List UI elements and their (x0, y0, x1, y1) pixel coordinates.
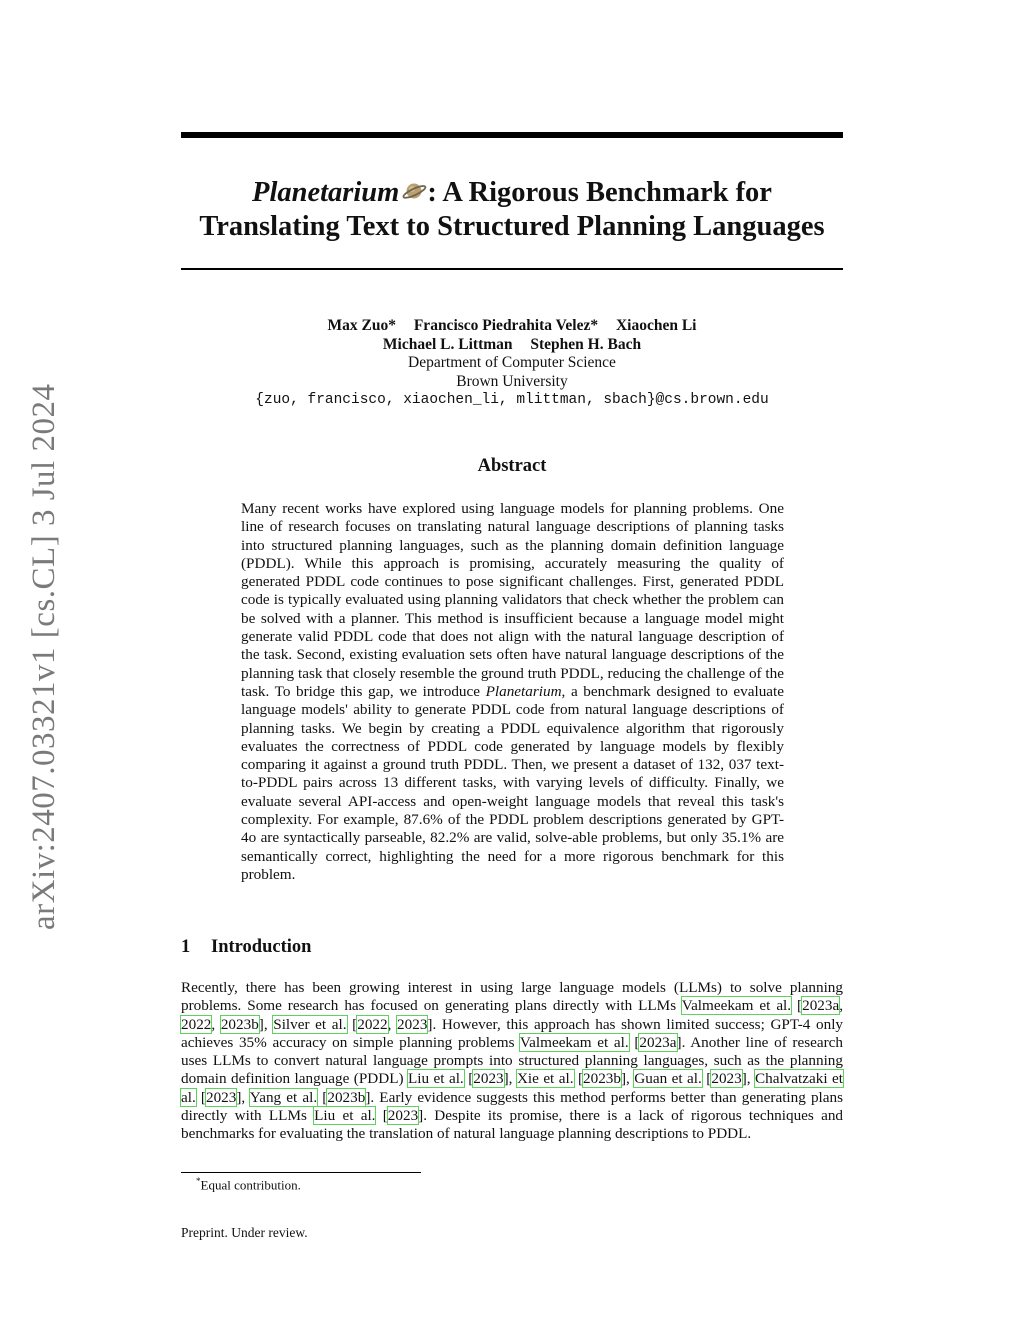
citation-link[interactable]: Silver et al. (273, 1015, 347, 1033)
intro-text: Recently, there has been growing interest in using large language models (LLMs) to solve planning problems. Some research has focused on generating plans directly with LLMs (181, 979, 843, 1015)
intro-text: [ (463, 1070, 474, 1088)
intro-text: ]. Another line of research uses LLMs to convert natural language prompts into structured planning languages, such as the planning domain definition language (PDDL) (181, 1033, 844, 1088)
citation-link[interactable]: 2023 (387, 1107, 419, 1125)
intro-text: ], (236, 1088, 250, 1106)
section-number: 1 (181, 937, 191, 957)
footnote-rule (181, 1172, 421, 1173)
intro-text: [ (317, 1088, 328, 1106)
citation-link[interactable]: 2023a (639, 1033, 677, 1051)
section-heading-introduction (181, 937, 311, 958)
intro-text: [ (701, 1070, 712, 1088)
author-department: Department of Computer Science (408, 354, 616, 371)
abstract-text-part: , a benchmark designed to evaluate language models' ability to generate PDDL code from natural language descriptions of planning tasks. We begin by creating a PDDL equivalence algorithm that rigorously evaluates the correctness of PDDL code generated by language models by flexibly comparing it against a ground truth PDDL. Then, we present a dataset of 132, 037 text-to-PDDL pairs across 13 different tasks, with varying levels of difficulty. Finally, we evaluate several API-access and open-weight language models that reveal this task's complexity. For example, 87.6% of the PDDL problem descriptions generated by GPT-4o are syntactically parseable, 82.2% are valid, solve-able problems, but only 35.1% are semantically correct, highlighting the need for a more rigorous benchmark for this problem. (241, 682, 784, 883)
citation-link[interactable]: Chalvatzaki et al. (181, 1070, 843, 1106)
author-name: Michael L. Littman (382, 335, 513, 353)
footnote-marker: * (196, 1176, 201, 1186)
author-university: Brown University (456, 372, 568, 390)
citation-link[interactable]: Liu et al. (314, 1107, 376, 1125)
intro-text: ]. Early evidence suggests this method performs better than generating plans directly with LLMs (181, 1088, 844, 1125)
intro-text: ], (503, 1070, 517, 1088)
intro-text: ], (741, 1070, 756, 1088)
citation-link[interactable]: 2022 (357, 1015, 388, 1033)
citation-link[interactable]: 2023 (711, 1070, 742, 1088)
intro-text: ], (620, 1070, 635, 1088)
intro-text: , (839, 997, 844, 1015)
footnote (196, 1176, 301, 1193)
author-line-1 (181, 317, 843, 336)
citation-link[interactable]: 2023 (205, 1088, 237, 1106)
citation-link[interactable]: Xie et al. (516, 1070, 574, 1088)
arxiv-identifier[interactable]: arXiv:2407.03321v1 [cs.CL] 3 Jul 2024 (26, 383, 62, 930)
planet-saturn-icon (401, 178, 427, 204)
paper-title (181, 176, 843, 244)
intro-text: [ (375, 1107, 388, 1125)
citation-link[interactable]: Guan et al. (634, 1070, 702, 1088)
title-rule-top (181, 132, 843, 138)
preprint-footer: Preprint. Under review. (181, 1225, 308, 1240)
intro-text: [ (573, 1070, 584, 1088)
author-emails: {zuo, francisco, xiaochen_li, mlittman, sbach}@cs.brown.edu (255, 392, 769, 408)
abstract-benchmark-name: Planetarium (485, 682, 562, 700)
title-rule-bottom (181, 268, 843, 270)
abstract-heading: Abstract (477, 456, 547, 476)
author-block (181, 317, 843, 410)
introduction-paragraph (181, 979, 843, 1144)
citation-link[interactable]: 2023b (327, 1088, 366, 1106)
intro-text: [ (346, 1015, 358, 1033)
intro-text: , (211, 1015, 221, 1033)
author-name: Francisco Piedrahita Velez* (413, 317, 599, 334)
citation-link[interactable]: Yang et al. (249, 1088, 318, 1106)
citation-link[interactable]: 2023 (397, 1015, 428, 1033)
intro-text: ]. However, this approach has shown limited success; GPT-4 only achieves 35% accuracy on simple planning problems (181, 1015, 844, 1051)
citation-link[interactable]: 2023a (802, 997, 840, 1015)
citation-link[interactable]: Valmeekam et al. (519, 1033, 629, 1051)
citation-link[interactable]: Liu et al. (408, 1070, 464, 1088)
intro-text: ]. Despite its promise, there is a lack of rigorous techniques and benchmarks for evaluating the translation of natural language planning descriptions to PDDL. (181, 1107, 844, 1143)
title-line2: Translating Text to Structured Planning Languages (199, 211, 825, 242)
section-title: Introduction (211, 937, 312, 957)
abstract-text (241, 500, 784, 884)
intro-text: , (387, 1015, 398, 1033)
author-name: Xiaochen Li (615, 317, 697, 334)
intro-text: [ (628, 1033, 640, 1051)
citation-link[interactable]: Valmeekam et al. (681, 997, 792, 1015)
title-italic-name: Planetarium (252, 177, 400, 208)
title-line1-rest: : A Rigorous Benchmark for (427, 177, 772, 208)
intro-text: [ (791, 997, 803, 1015)
author-name: Stephen H. Bach (530, 335, 642, 353)
abstract-text-part: Many recent works have explored using language models for planning problems. One line of research focuses on translating natural language descriptions of planning tasks into structured planning languages, such as the planning domain definition language (PDDL). While this approach is promising, accurately measuring the quality of generated PDDL code continues to pose significant challenges. First, generated PDDL code is typically evaluated using planning validators that check whether the problem can be solved with a planner. This method is insufficient because a language model might generate valid PDDL code that does not align with the natural language description of the task. Second, existing evaluation sets often have natural language descriptions of the planning task that closely resemble the ground truth PDDL, reducing the challenge of the task. To bridge this gap, we introduce (241, 500, 784, 700)
footnote-text: Equal contribution. (200, 1177, 301, 1193)
citation-link[interactable]: 2022 (181, 1015, 212, 1033)
author-line-2 (181, 336, 843, 355)
intro-text: [ (195, 1088, 206, 1106)
citation-link[interactable]: 2023 (473, 1070, 504, 1088)
intro-text: ], (258, 1015, 274, 1033)
citation-link[interactable]: 2023b (220, 1015, 259, 1033)
citation-link[interactable]: 2023b (583, 1070, 621, 1088)
author-name: Max Zuo* (327, 317, 396, 334)
